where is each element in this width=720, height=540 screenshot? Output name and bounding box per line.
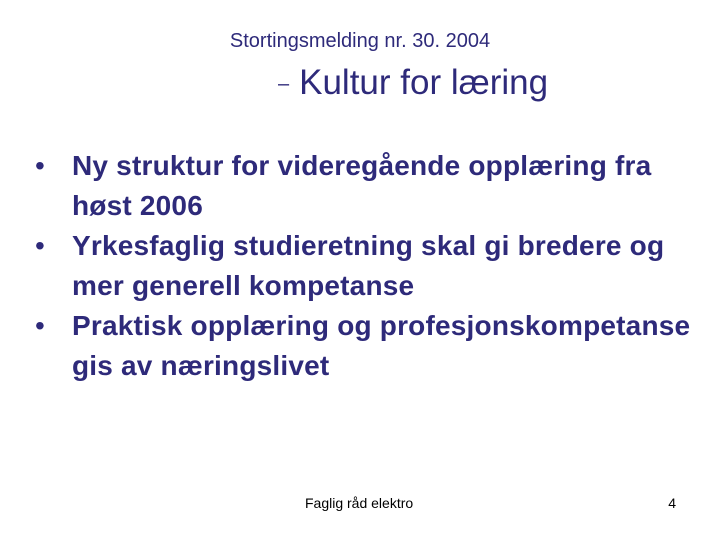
bullet-dot-icon: • [34,230,45,261]
bullet-text: Ny struktur for videregående opplæring fra høst 2006 [72,150,652,221]
slide-title-line2 [278,63,548,103]
bullet-item [30,146,710,226]
bullet-item [30,306,710,386]
slide-title-line1: Stortingsmelding nr. 30. 2004 [229,30,491,52]
bullet-text: Yrkesfaglig studieretning skal gi bredere og mer generell kompetanse [72,230,665,301]
bullet-dot-icon: • [34,150,45,181]
bullet-list [30,146,710,386]
title-text: Kultur for læring [299,63,549,102]
page-number: 4 [668,495,676,511]
bullet-item [30,226,710,306]
footer-text: Faglig råd elektro [305,495,414,511]
title-dash: – [278,73,290,95]
bullet-dot-icon: • [34,310,45,341]
bullet-text: Praktisk opplæring og profesjonskompetanse gis av næringslivet [72,310,691,381]
